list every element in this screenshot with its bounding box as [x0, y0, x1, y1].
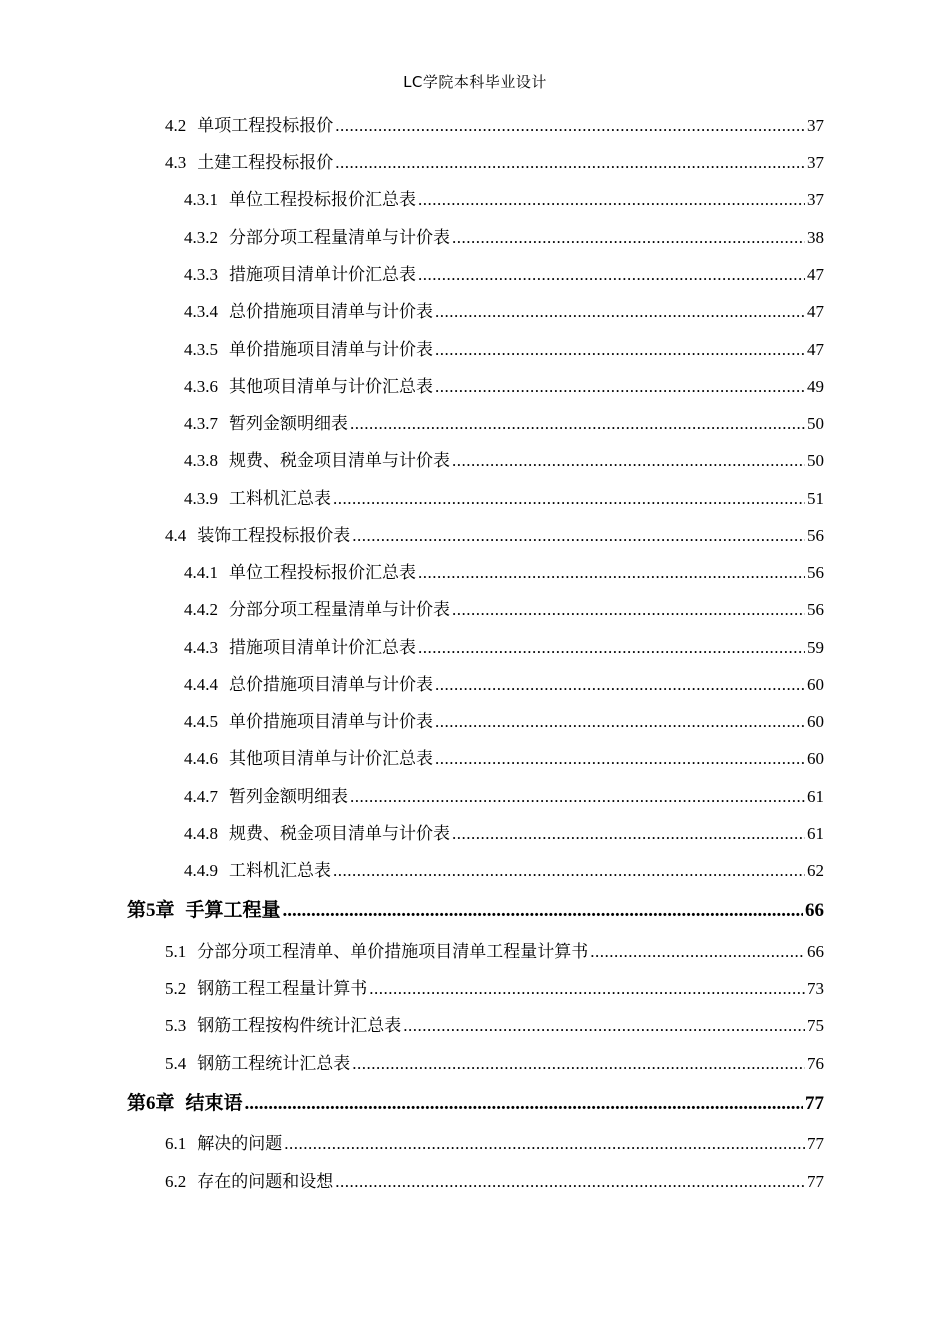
toc-entry-number: 4.3.9 [184, 489, 218, 508]
toc-entry-page: 56 [807, 563, 824, 582]
toc-dot-leader [352, 524, 805, 548]
toc-dot-leader [403, 1014, 805, 1038]
toc-entry[interactable] [165, 1052, 824, 1076]
toc-entry[interactable] [184, 263, 824, 287]
toc-entry[interactable] [165, 1170, 824, 1194]
toc-entry-number: 4.4.5 [184, 712, 218, 731]
toc-entry-title: 其他项目清单与计价汇总表 [229, 749, 433, 768]
toc-dot-leader [435, 747, 805, 771]
toc-entry[interactable] [184, 338, 824, 362]
toc-entry-page: 77 [807, 1134, 824, 1153]
toc-entry[interactable] [165, 1014, 824, 1038]
toc-entry[interactable] [165, 114, 824, 138]
toc-entry-page: 38 [807, 228, 824, 247]
toc-entry-number: 4.4.8 [184, 824, 218, 843]
toc-entry-title: 规费、税金项目清单与计价表 [229, 824, 450, 843]
toc-entry[interactable] [165, 977, 824, 1001]
toc-entry[interactable] [184, 300, 824, 324]
toc-entry-page: 77 [807, 1172, 824, 1191]
toc-dot-leader [435, 375, 805, 399]
toc-dot-leader [283, 899, 803, 923]
toc-entry-number: 第5章 [127, 900, 175, 921]
toc-entry-title: 其他项目清单与计价汇总表 [229, 377, 433, 396]
toc-dot-leader [418, 263, 805, 287]
toc-entry[interactable] [184, 785, 824, 809]
toc-entry[interactable] [184, 449, 824, 473]
toc-entry-title: 单价措施项目清单与计价表 [229, 340, 433, 359]
toc-entry-title: 暂列金额明细表 [229, 414, 348, 433]
toc-entry-title: 钢筋工程按构件统计汇总表 [197, 1016, 402, 1035]
toc-entry-page: 50 [807, 451, 824, 470]
toc-entry-number: 5.2 [165, 979, 187, 998]
toc-dot-leader [435, 300, 805, 324]
toc-entry-page: 59 [807, 638, 824, 657]
toc-entry-number: 4.4.2 [184, 600, 218, 619]
toc-entry-page: 76 [807, 1054, 824, 1073]
toc-entry-title: 单位工程投标报价汇总表 [229, 190, 416, 209]
toc-entry-page: 56 [807, 526, 824, 545]
toc-entry-number: 5.3 [165, 1016, 187, 1035]
toc-entry-number: 4.3.2 [184, 228, 218, 247]
toc-dot-leader [335, 1170, 805, 1194]
toc-chapter-entry[interactable] [127, 899, 824, 923]
toc-entry-title: 分部分项工程量清单与计价表 [229, 228, 450, 247]
toc-entry-number: 6.1 [165, 1134, 187, 1153]
toc-dot-leader [245, 1092, 803, 1116]
toc-entry-page: 61 [807, 787, 824, 806]
toc-entry-number: 4.3.7 [184, 414, 218, 433]
toc-entry-title: 钢筋工程统计汇总表 [197, 1054, 351, 1073]
toc-dot-leader [452, 226, 805, 250]
toc-dot-leader [350, 412, 805, 436]
toc-entry-number: 4.3.6 [184, 377, 218, 396]
toc-entry-page: 47 [807, 340, 824, 359]
page-header: LC学院本科毕业设计 [403, 73, 547, 91]
toc-dot-leader [452, 598, 805, 622]
toc-entry-title: 装饰工程投标报价表 [197, 526, 351, 545]
toc-entry-title: 存在的问题和设想 [197, 1172, 334, 1191]
toc-entry-number: 5.1 [165, 942, 187, 961]
toc-entry[interactable] [184, 859, 824, 883]
toc-entry-title: 单项工程投标报价 [197, 116, 334, 135]
toc-dot-leader [369, 977, 805, 1001]
toc-entry-number: 4.3.8 [184, 451, 218, 470]
toc-entry[interactable] [184, 747, 824, 771]
toc-entry-title: 手算工程量 [185, 900, 281, 921]
toc-entry-page: 60 [807, 712, 824, 731]
toc-dot-leader [333, 487, 805, 511]
toc-entry-page: 56 [807, 600, 824, 619]
toc-entry-number: 4.4.9 [184, 861, 218, 880]
toc-entry-number: 6.2 [165, 1172, 187, 1191]
toc-entry[interactable] [165, 151, 824, 175]
toc-entry[interactable] [184, 226, 824, 250]
toc-entry[interactable] [165, 940, 824, 964]
toc-dot-leader [452, 449, 805, 473]
toc-dot-leader [435, 710, 805, 734]
toc-entry[interactable] [184, 636, 824, 660]
toc-entry[interactable] [184, 822, 824, 846]
toc-entry-page: 37 [807, 190, 824, 209]
toc-dot-leader [352, 1052, 805, 1076]
toc-entry-number: 4.4.1 [184, 563, 218, 582]
toc-entry-number: 4.3.4 [184, 302, 218, 321]
toc-entry-title: 规费、税金项目清单与计价表 [229, 451, 450, 470]
toc-entry-title: 土建工程投标报价 [197, 153, 334, 172]
toc-entry-title: 总价措施项目清单与计价表 [229, 675, 433, 694]
toc-entry-title: 分部分项工程量清单与计价表 [229, 600, 450, 619]
toc-dot-leader [350, 785, 805, 809]
toc-entry-title: 总价措施项目清单与计价表 [229, 302, 433, 321]
toc-dot-leader [284, 1132, 805, 1156]
toc-entry[interactable] [165, 1132, 824, 1156]
toc-entry[interactable] [184, 673, 824, 697]
toc-entry-title: 工料机汇总表 [229, 861, 331, 880]
toc-entry-title: 钢筋工程工程量计算书 [197, 979, 368, 998]
toc-entry-title: 措施项目清单计价汇总表 [229, 265, 416, 284]
toc-entry[interactable] [184, 710, 824, 734]
toc-dot-leader [590, 940, 805, 964]
toc-entry-page: 37 [807, 116, 824, 135]
toc-entry-page: 60 [807, 749, 824, 768]
toc-dot-leader [418, 636, 805, 660]
toc-entry-title: 分部分项工程清单、单价措施项目清单工程量计算书 [197, 942, 589, 961]
toc-entry[interactable] [184, 412, 824, 436]
toc-entry-page: 47 [807, 265, 824, 284]
toc-entry-page: 66 [807, 942, 824, 961]
toc-entry-page: 60 [807, 675, 824, 694]
toc-entry-page: 51 [807, 489, 824, 508]
toc-dot-leader [435, 338, 805, 362]
toc-entry-number: 4.3.3 [184, 265, 218, 284]
toc-entry-number: 4.4.6 [184, 749, 218, 768]
toc-entry-title: 单价措施项目清单与计价表 [229, 712, 433, 731]
toc-entry-page: 49 [807, 377, 824, 396]
toc-dot-leader [418, 188, 805, 212]
toc-entry-number: 5.4 [165, 1054, 187, 1073]
toc-entry-number: 第6章 [127, 1093, 175, 1114]
toc-entry-title: 暂列金额明细表 [229, 787, 348, 806]
toc-entry-title: 工料机汇总表 [229, 489, 331, 508]
toc-entry-page: 75 [807, 1016, 824, 1035]
toc-dot-leader [452, 822, 805, 846]
toc-entry-title: 措施项目清单计价汇总表 [229, 638, 416, 657]
toc-entry[interactable] [184, 188, 824, 212]
toc-entry-page: 73 [807, 979, 824, 998]
toc-entry-number: 4.4.7 [184, 787, 218, 806]
toc-entry-title: 解决的问题 [197, 1134, 283, 1153]
toc-dot-leader [418, 561, 805, 585]
toc-entry-number: 4.3 [165, 153, 187, 172]
toc-entry-page: 37 [807, 153, 824, 172]
toc-dot-leader [435, 673, 805, 697]
toc-entry-number: 4.4.4 [184, 675, 218, 694]
toc-entry[interactable] [165, 524, 824, 548]
toc-dot-leader [335, 114, 805, 138]
toc-entry[interactable] [184, 375, 824, 399]
toc-entry[interactable] [184, 487, 824, 511]
toc-entry-number: 4.2 [165, 116, 187, 135]
toc-entry-number: 4.3.5 [184, 340, 218, 359]
toc-entry-title: 结束语 [185, 1093, 243, 1114]
toc-entry-page: 47 [807, 302, 824, 321]
toc-entry-number: 4.4.3 [184, 638, 218, 657]
toc-entry-number: 4.4 [165, 526, 187, 545]
toc-dot-leader [333, 859, 805, 883]
toc-entry-page: 62 [807, 861, 824, 880]
toc-entry-page: 61 [807, 824, 824, 843]
toc-entry[interactable] [184, 561, 824, 585]
toc-entry-page: 66 [805, 900, 824, 921]
toc-entry-page: 77 [805, 1093, 824, 1114]
toc-entry-page: 50 [807, 414, 824, 433]
toc-chapter-entry[interactable] [127, 1092, 824, 1116]
toc-entry[interactable] [184, 598, 824, 622]
toc-entry-title: 单位工程投标报价汇总表 [229, 563, 416, 582]
toc-dot-leader [335, 151, 805, 175]
toc-entry-number: 4.3.1 [184, 190, 218, 209]
